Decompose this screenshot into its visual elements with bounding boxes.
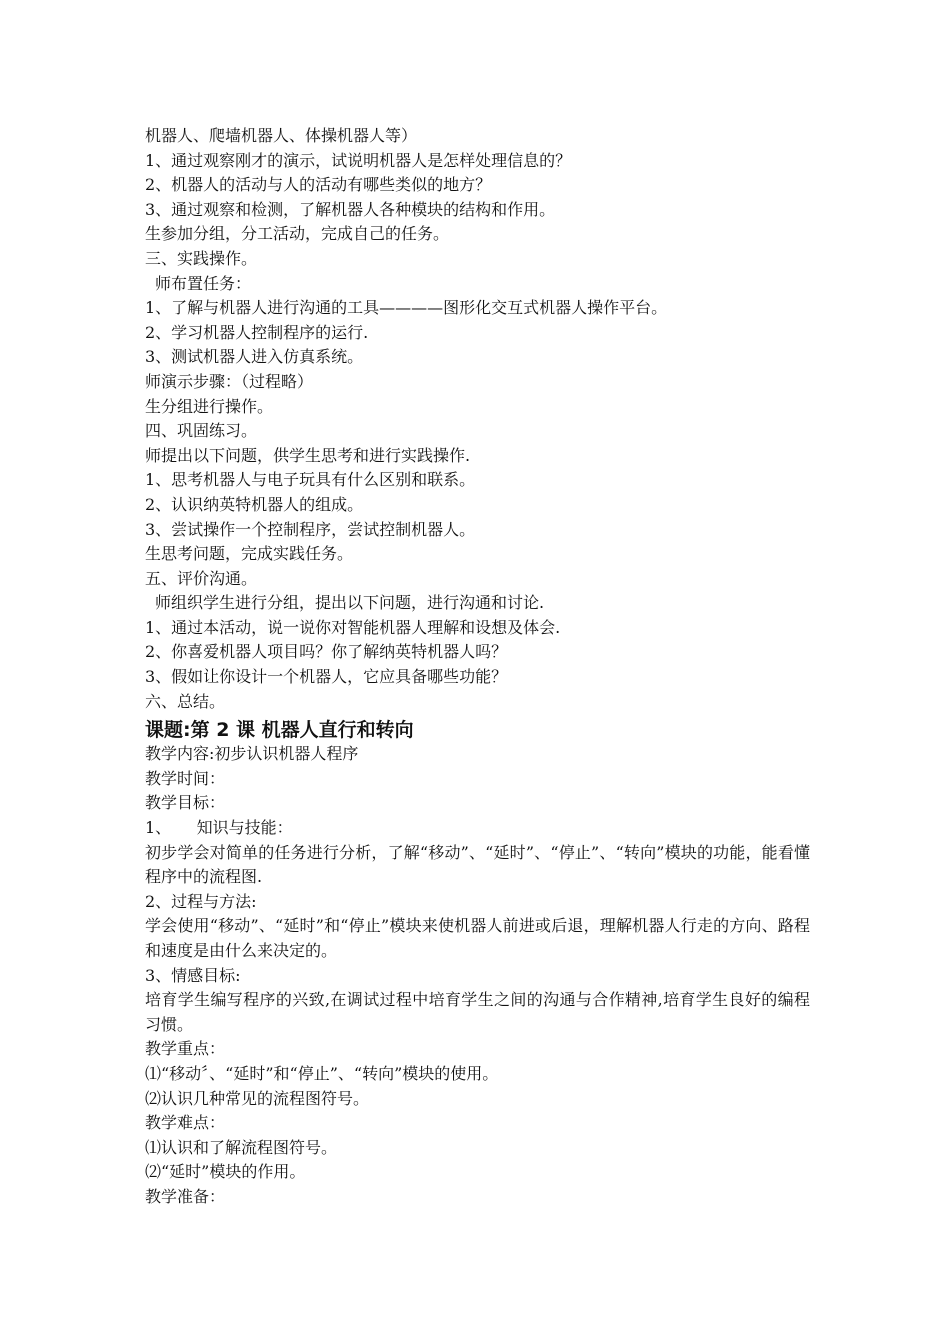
prep-label: 教学准备：	[145, 1186, 226, 1206]
text-line: 1、思考机器人与电子玩具有什么区别和联系。	[145, 470, 476, 490]
document-body	[145, 124, 810, 1210]
text-line: 1、通过本活动，说一说你对智能机器人理解和设想及体会.	[145, 617, 561, 637]
text-line: 3、假如让你设计一个机器人，它应具备哪些功能？	[145, 667, 508, 687]
text-line: 生思考问题，完成实践任务。	[145, 544, 354, 564]
difficulty-label: 教学难点：	[145, 1113, 226, 1133]
text-line: 师布置任务：	[155, 273, 252, 293]
difficulty-item: ⑴认识和了解流程图符号。	[145, 1137, 338, 1157]
goal3-text: 培育学生编写程序的兴致,在调试过程中培育学生之间的沟通与合作精神,培育学生良好的编程习惯。	[145, 990, 810, 1034]
text-line: 2、你喜爱机器人项目吗？你了解纳英特机器人吗？	[145, 642, 508, 662]
text-line: 3、通过观察和检测，了解机器人各种模块的结构和作用。	[145, 199, 556, 219]
goal2-label: 2、过程与方法:	[145, 891, 257, 911]
text-line: 师组织学生进行分组，提出以下问题，进行沟通和讨论.	[155, 593, 545, 613]
goal1-label: 1、 知识与技能：	[145, 818, 293, 838]
focus-item: ⑵认识几种常见的流程图符号。	[145, 1088, 370, 1108]
section-heading: 六、总结。	[145, 691, 226, 711]
text-line: 师提出以下问题，供学生思考和进行实践操作.	[145, 445, 471, 465]
text-line: 3、尝试操作一个控制程序，尝试控制机器人。	[145, 519, 476, 539]
section-heading: 四、巩固练习。	[145, 421, 258, 441]
text-line: 2、机器人的活动与人的活动有哪些类似的地方？	[145, 175, 492, 195]
text-line: 1、通过观察刚才的演示，试说明机器人是怎样处理信息的？	[145, 150, 572, 170]
text-line: 师演示步骤：（过程略）	[145, 371, 314, 391]
lesson-title: 课题:第 2 课 机器人直行和转向	[145, 719, 414, 742]
goal1-text: 初步学会对简单的任务进行分析，了解“移动”、“延时”、“停止”、“转向”模块的功能，能看懂程序中的流程图.	[145, 842, 810, 887]
text-line: 2、学习机器人控制程序的运行.	[145, 322, 369, 342]
focus-label: 教学重点：	[145, 1039, 226, 1059]
goals-label: 教学目标：	[145, 793, 226, 813]
text-line: 3、测试机器人进入仿真系统。	[145, 347, 364, 367]
text-line: 生分组进行操作。	[145, 396, 274, 416]
text-line: 机器人、爬墙机器人、体操机器人等）	[145, 126, 418, 145]
difficulty-item: ⑵“延时”模块的作用。	[145, 1162, 306, 1182]
text-line: 生参加分组，分工活动，完成自己的任务。	[145, 224, 450, 244]
text-line: 1、了解与机器人进行沟通的工具————图形化交互式机器人操作平台。	[145, 298, 668, 318]
section-heading: 五、评价沟通。	[145, 568, 258, 588]
section-heading: 三、实践操作。	[145, 248, 258, 268]
lesson-content: 教学内容:初步认识机器人程序	[145, 744, 359, 764]
focus-item: ⑴“移动〞、“延时”和“停止”、“转向”模块的使用。	[145, 1063, 499, 1083]
lesson-time: 教学时间：	[145, 768, 226, 788]
goal3-label: 3、情感目标:	[145, 965, 241, 985]
text-line: 2、认识纳英特机器人的组成。	[145, 494, 364, 514]
goal2-text: 学会使用“移动”、“延时”和“停止”模块来使机器人前进或后退，理解机器人行走的方向、路程和速度是由什么来决定的。	[145, 916, 810, 960]
